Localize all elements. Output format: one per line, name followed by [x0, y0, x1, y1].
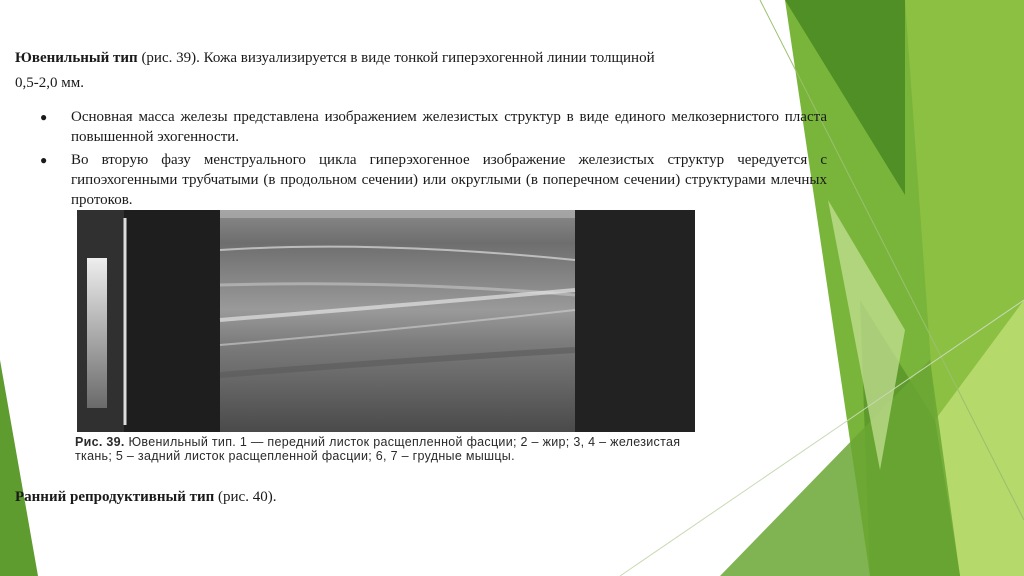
bullet-text: Во вторую фазу менструального цикла гиперэхогенное изображение железистых структур чередуется с гипоэхогенными трубчатыми (в продольном сечении) или округлыми (в поперечном сечении) структурами млечных протоков.	[71, 152, 827, 208]
deco-green-corner-left	[0, 360, 38, 576]
bullet-dot-icon: ●	[40, 153, 48, 167]
deco-green-bottom	[720, 360, 960, 576]
ultrasound-figure	[75, 210, 697, 472]
early-reproductive-text: (рис. 40).	[214, 489, 277, 505]
figure-caption	[75, 436, 697, 463]
early-reproductive-heading: Ранний репродуктивный тип	[15, 489, 215, 505]
juvenile-type-heading: Ювенильный тип	[15, 50, 138, 66]
bullet-text: Основная масса железы представлена изображением железистых структур в виде единого мелкозернистого пласта повышенной эхогенности.	[71, 109, 827, 145]
bullet-list	[40, 107, 827, 213]
juvenile-type-text-cont: 0,5-2,0 мм.	[15, 75, 84, 91]
list-item	[40, 107, 827, 147]
ultrasound-image	[77, 210, 695, 432]
paragraph-early-reproductive-type	[15, 487, 276, 507]
caption-label: Рис. 39.	[75, 435, 125, 449]
list-item	[40, 150, 827, 210]
bullet-dot-icon: ●	[40, 110, 48, 124]
juvenile-type-text: (рис. 39). Кожа визуализируется в виде тонкой гиперэхогенной линии толщиной	[137, 50, 655, 66]
paragraph-juvenile-type	[15, 48, 827, 93]
caption-text: Ювенильный тип. 1 — передний листок расщепленной фасции; 2 – жир; 3, 4 – железистая ткань; 5 – задний листок расщепленной фасции; 6, 7 – грудные мышцы.	[75, 435, 681, 463]
